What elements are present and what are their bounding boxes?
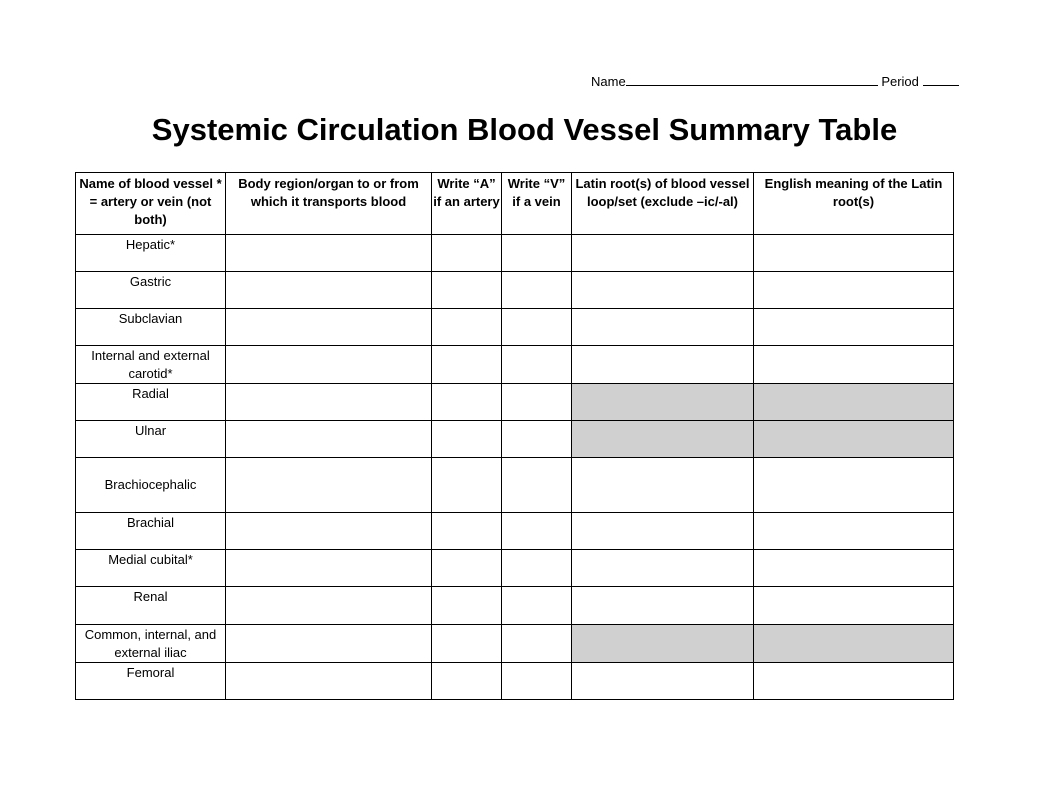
artery-cell[interactable] xyxy=(432,421,502,458)
latin-root-cell[interactable] xyxy=(572,513,754,550)
vein-cell[interactable] xyxy=(502,384,572,421)
body-region-cell[interactable] xyxy=(226,587,432,625)
english-meaning-cell[interactable] xyxy=(754,235,954,272)
vein-cell[interactable] xyxy=(502,421,572,458)
column-header-artery: Write “A” if an artery xyxy=(432,173,502,235)
artery-cell[interactable] xyxy=(432,458,502,513)
latin-root-cell-shaded xyxy=(572,384,754,421)
period-blank[interactable] xyxy=(923,73,959,86)
english-meaning-cell[interactable] xyxy=(754,309,954,346)
column-header-body-region: Body region/organ to or from which it transports blood xyxy=(226,173,432,235)
table-row xyxy=(76,458,954,513)
vessel-name-cell: Common, internal, and external iliac xyxy=(76,625,226,663)
vessel-name-cell: Gastric xyxy=(76,272,226,309)
artery-cell[interactable] xyxy=(432,309,502,346)
artery-cell[interactable] xyxy=(432,550,502,587)
table-row xyxy=(76,550,954,587)
latin-root-cell[interactable] xyxy=(572,663,754,700)
vein-cell[interactable] xyxy=(502,346,572,384)
english-meaning-cell-shaded xyxy=(754,384,954,421)
table-row xyxy=(76,513,954,550)
vein-cell[interactable] xyxy=(502,235,572,272)
column-header-vein: Write “V” if a vein xyxy=(502,173,572,235)
latin-root-cell-shaded xyxy=(572,625,754,663)
artery-cell[interactable] xyxy=(432,625,502,663)
artery-cell[interactable] xyxy=(432,587,502,625)
latin-root-cell[interactable] xyxy=(572,458,754,513)
name-label: Name xyxy=(591,74,626,89)
english-meaning-cell[interactable] xyxy=(754,663,954,700)
table-row xyxy=(76,346,954,384)
vessel-name-cell: Brachial xyxy=(76,513,226,550)
artery-cell[interactable] xyxy=(432,513,502,550)
latin-root-cell[interactable] xyxy=(572,235,754,272)
english-meaning-cell[interactable] xyxy=(754,550,954,587)
vein-cell[interactable] xyxy=(502,625,572,663)
english-meaning-cell[interactable] xyxy=(754,346,954,384)
english-meaning-cell-shaded xyxy=(754,421,954,458)
table-row xyxy=(76,625,954,663)
artery-cell[interactable] xyxy=(432,346,502,384)
column-header-english-meaning: English meaning of the Latin root(s) xyxy=(754,173,954,235)
latin-root-cell[interactable] xyxy=(572,309,754,346)
body-region-cell[interactable] xyxy=(226,458,432,513)
body-region-cell[interactable] xyxy=(226,625,432,663)
body-region-cell[interactable] xyxy=(226,235,432,272)
table-row xyxy=(76,421,954,458)
body-region-cell[interactable] xyxy=(226,384,432,421)
vein-cell[interactable] xyxy=(502,550,572,587)
vein-cell[interactable] xyxy=(502,513,572,550)
body-region-cell[interactable] xyxy=(226,346,432,384)
name-blank[interactable] xyxy=(626,73,878,86)
vein-cell[interactable] xyxy=(502,309,572,346)
summary-table xyxy=(75,172,954,700)
vein-cell[interactable] xyxy=(502,458,572,513)
header-row xyxy=(76,173,954,235)
column-header-vessel-name: Name of blood vessel * = artery or vein (not both) xyxy=(76,173,226,235)
english-meaning-cell-shaded xyxy=(754,625,954,663)
name-period-line xyxy=(591,73,959,89)
vessel-name-cell: Femoral xyxy=(76,663,226,700)
vessel-name-cell: Medial cubital* xyxy=(76,550,226,587)
artery-cell[interactable] xyxy=(432,235,502,272)
body-region-cell[interactable] xyxy=(226,421,432,458)
period-label: Period xyxy=(881,74,919,89)
table-row xyxy=(76,663,954,700)
column-header-latin-root: Latin root(s) of blood vessel loop/set (exclude –ic/-al) xyxy=(572,173,754,235)
english-meaning-cell[interactable] xyxy=(754,587,954,625)
table-row xyxy=(76,272,954,309)
vessel-name-cell: Radial xyxy=(76,384,226,421)
vein-cell[interactable] xyxy=(502,272,572,309)
body-region-cell[interactable] xyxy=(226,513,432,550)
vessel-name-cell: Hepatic* xyxy=(76,235,226,272)
english-meaning-cell[interactable] xyxy=(754,272,954,309)
table-row xyxy=(76,235,954,272)
vessel-name-cell: Internal and external carotid* xyxy=(76,346,226,384)
vessel-name-cell: Ulnar xyxy=(76,421,226,458)
artery-cell[interactable] xyxy=(432,384,502,421)
body-region-cell[interactable] xyxy=(226,309,432,346)
vessel-name-cell: Renal xyxy=(76,587,226,625)
latin-root-cell[interactable] xyxy=(572,587,754,625)
latin-root-cell[interactable] xyxy=(572,272,754,309)
table-row xyxy=(76,587,954,625)
page-title: Systemic Circulation Blood Vessel Summary Table xyxy=(151,112,898,147)
vein-cell[interactable] xyxy=(502,663,572,700)
english-meaning-cell[interactable] xyxy=(754,458,954,513)
latin-root-cell[interactable] xyxy=(572,550,754,587)
artery-cell[interactable] xyxy=(432,272,502,309)
artery-cell[interactable] xyxy=(432,663,502,700)
vessel-name-cell: Brachiocephalic xyxy=(76,458,226,513)
vein-cell[interactable] xyxy=(502,587,572,625)
body-region-cell[interactable] xyxy=(226,272,432,309)
latin-root-cell-shaded xyxy=(572,421,754,458)
table-row xyxy=(76,309,954,346)
body-region-cell[interactable] xyxy=(226,550,432,587)
table-row xyxy=(76,384,954,421)
body-region-cell[interactable] xyxy=(226,663,432,700)
vessel-name-cell: Subclavian xyxy=(76,309,226,346)
latin-root-cell[interactable] xyxy=(572,346,754,384)
english-meaning-cell[interactable] xyxy=(754,513,954,550)
